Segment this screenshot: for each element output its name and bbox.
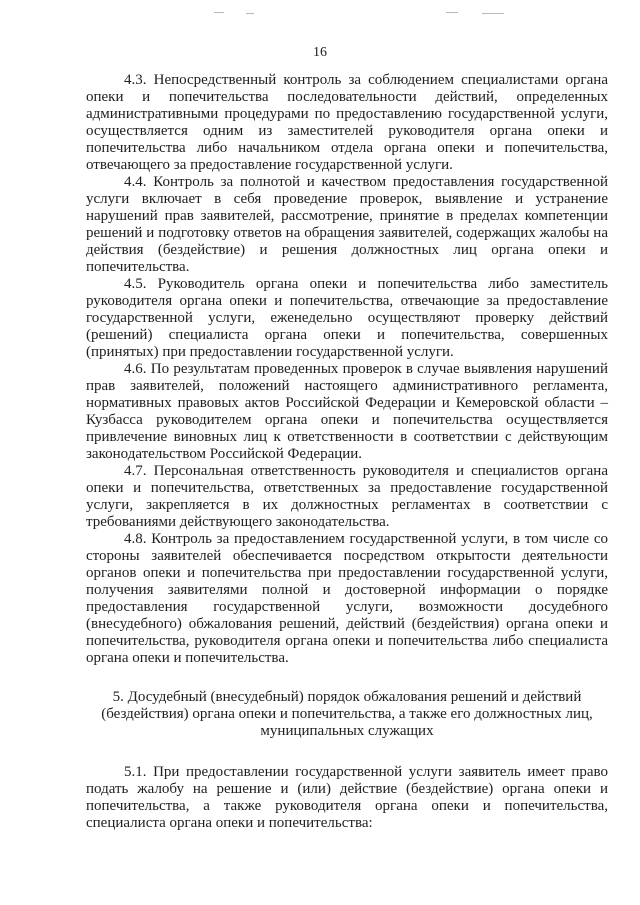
- paragraph-4-6: 4.6. По результатам проведенных проверок в случае выявления нарушений прав заявителей, положений настоящего административного регламента, нормативных правовых актов Российской Федерации и Кемеровской области – Кузбасса руководителем органа опеки и попечительства осуществляется привлечение виновных лиц к ответственности в соответствии с действующим законодательством Российской Федерации.: [86, 361, 608, 462]
- section-5-heading-line: 5. Досудебный (внесудебный) порядок обжалования решений и действий: [112, 689, 582, 705]
- section-5-heading-line: (бездействия) органа опеки и попечительства, а также его должностных лиц,: [101, 706, 593, 722]
- section-5-heading: [86, 689, 608, 740]
- page-number: 16: [313, 45, 327, 60]
- paragraph-4-4: 4.4. Контроль за полнотой и качеством предоставления государственной услуги включает в себя проведение проверок, выявление и устранение нарушений прав заявителей, рассмотрение, принятие в пределах компетенции решений и подготовку ответов на обращения заявителей, содержащих жалобы на действия (бездействие) и решения должностных лиц органа опеки и попечительства.: [86, 174, 608, 275]
- scan-speck: [446, 12, 458, 13]
- paragraph-4-3: 4.3. Непосредственный контроль за соблюдением специалистами органа опеки и попечительства последовательности действий, определенных административными процедурами по предоставлению государственной услуги, осуществляется одним из заместителей руководителя органа опеки и попечительства либо начальником отдела органа опеки и попечительства, отвечающего за предоставление государственной услуги.: [86, 72, 608, 173]
- paragraph-5-1: 5.1. При предоставлении государственной услуги заявитель имеет право подать жалобу на решение и (или) действие (бездействие) органа опеки и попечительства, а также руководителя органа опеки и попечительства, специалиста органа опеки и попечительства:: [86, 764, 608, 831]
- section-5-heading-line: муниципальных служащих: [260, 723, 434, 739]
- document-body: [86, 72, 608, 832]
- scan-speck: [246, 13, 254, 14]
- paragraph-4-5: 4.5. Руководитель органа опеки и попечительства либо заместитель руководителя органа опеки и попечительства, отвечающие за предоставление государственной услуги, еженедельно осуществляют проверку действий (решений) специалиста органа опеки и попечительства, совершенных (принятых) при предоставлении государственной услуги.: [86, 276, 608, 360]
- paragraph-4-8: 4.8. Контроль за предоставлением государственной услуги, в том числе со стороны заявителей обеспечивается посредством открытости деятельности органов опеки и попечительства при предоставлении государственной услуги, получения заявителями полной и достоверной информации о порядке предоставления государственной услуги, возможности досудебного (внесудебного) обжалования решений, действий (бездействия) органа опеки и попечительства, руководителя органа опеки и попечительства либо специалиста органа опеки и попечительства.: [86, 531, 608, 666]
- scan-speck: [214, 12, 224, 13]
- paragraph-4-7: 4.7. Персональная ответственность руководителя и специалистов органа опеки и попечительства, ответственных за предоставление государственной услуги, закрепляется в их должностных регламентах в соответствии с требованиями действующего законодательства.: [86, 463, 608, 530]
- scan-speck: [482, 13, 504, 14]
